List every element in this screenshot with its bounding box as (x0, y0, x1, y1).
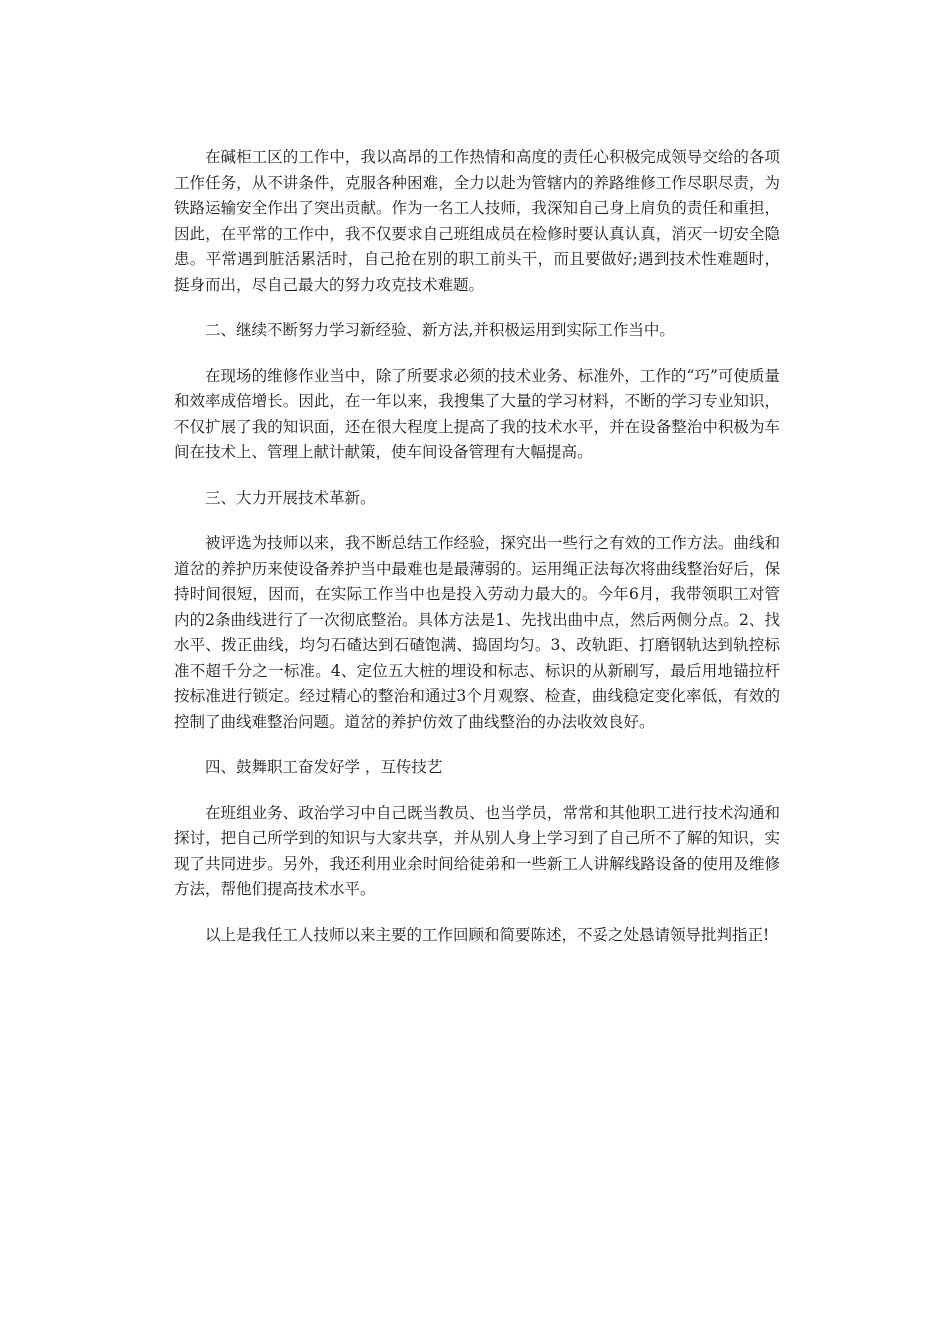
paragraph-learning: 在现场的维修作业当中，除了所要求必须的技术业务、标准外，工作的“巧”可使质量和效率成倍增长。因此，在一年以来，我搜集了大量的学习材料，不断的学习专业知识，不仅扩展了我的知识面，还在很大程度上提高了我的技术水平，并在设备整治中积极为车间在技术上、管理上献计献策，使车间设备管理有大幅提高。 (174, 366, 780, 461)
paragraph-conclusion: 以上是我任工人技师以来主要的工作回顾和简要陈述，不妥之处恳请领导批判指正! (205, 925, 770, 944)
paragraph-encouragement: 在班组业务、政治学习中自己既当教员、也当学员，常常和其他职工进行技术沟通和探讨，把自己所学到的知识与大家共享，并从别人身上学习到了自己所不了解的知识，实现了共同进步。另外，我还利用业余时间给徒弟和一些新工人讲解线路设备的使用及维修方法，帮他们提高技术水平。 (174, 803, 780, 898)
section-heading-encouragement: 四、鼓舞职工奋发好学 ，互传技艺 (205, 758, 443, 776)
document-body (174, 145, 780, 968)
paragraph-innovation: 被评选为技师以来，我不断总结工作经验，探究出一些行之有效的工作方法。曲线和道岔的养护历来使设备养护当中最难也是最薄弱的。运用绳正法每次将曲线整治好后，保持时间很短，因而，在实际工作当中也是投入劳动力最大的。今年6月，我带领职工对管内的2条曲线进行了一次彻底整治。具体方法是1、先找出曲中点，然后两侧分点。2、找水平、拨正曲线，均匀石碴达到石碴饱满、捣固均匀。3、改轨距、打磨钢轨达到轨控标准不超千分之一标准。4、定位五大桩的埋设和标志、标识的从新刷写，最后用地锚拉杆按标准进行锁定。经过精心的整治和通过3个月观察、检查，曲线稳定变化率低，有效的控制了曲线难整治问题。道岔的养护仿效了曲线整治的办法收效良好。 (174, 534, 780, 731)
section-heading-learning: 二、继续不断努力学习新经验、新方法,并积极运用到实际工作当中。 (205, 321, 675, 339)
paragraph-work-summary: 在碱柜工区的工作中，我以高昂的工作热情和高度的责任心积极完成领导交给的各项工作任务，从不讲条件，克服各种困难，全力以赴为管辖内的养路维修工作尽职尽责，为铁路运输安全作出了突出贡献。作为一名工人技师，我深知自己身上肩负的责任和重担，因此，在平常的工作中，我不仅要求自己班组成员在检修时要认真认真，消灭一切安全隐患。平常遇到脏活累活时，自己抢在别的职工前头干，而且要做好;遇到技术性难题时，挺身而出，尽自己最大的努力攻克技术难题。 (174, 148, 780, 294)
section-heading-innovation: 三、大力开展技术革新。 (205, 488, 376, 507)
